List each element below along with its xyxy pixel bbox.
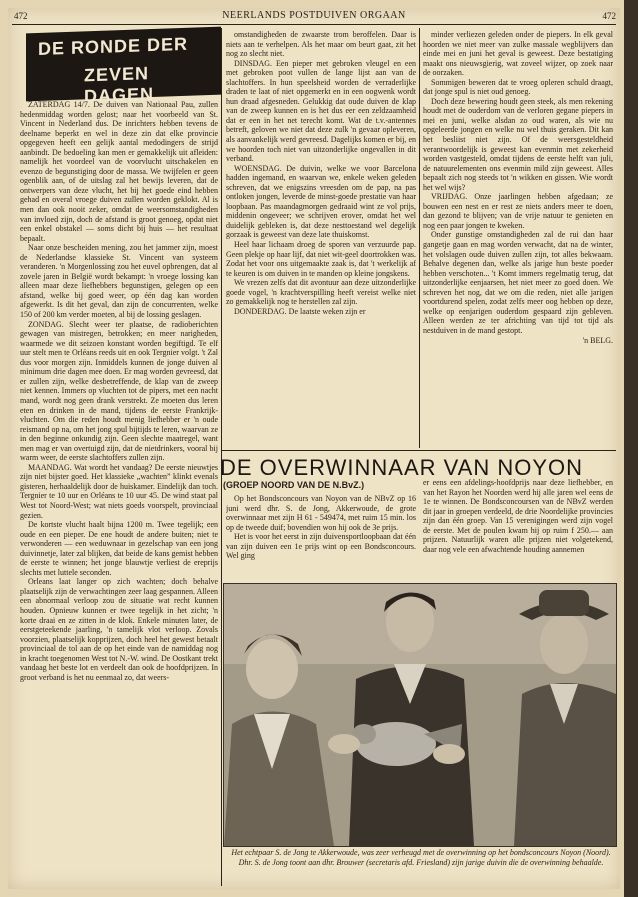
paragraph: ZONDAG. Slecht weer ter plaatse, de radioberichten gewagen van mistregen, betrokken; en meer narigheden, waarmede we dit seizoen konstant worden begiftigd. Te elf uur stelt men te Orléans reeds uit en ook Tergnier volgt. 't Zal dus voor morgen zijn. Inmiddels kunnen de jonge duiven al minimum drie dagen mee doen. Er mag worden gevreesd, dat er zullen zijn, welke desbetreffende, de klap van de zweep niet kennen. Immers op vluchten tot de pipers, met een nacht mand, wordt nog geen drank verstrekt. Ze moeten dus leren eten en drinken in de mand, tijdens de eerste Frankrijk-vluchten. Om die reden houdt menig liefhebber er 'n oude reismand op na, om het jong spul bijtijds te leren, waarvan ze in den beginne onkundig zijn. Geen slechte maatregel, want men mag er van overtuigd zijn, dat de nietdrinkers, vooral bij warm weer, de eerste slachtoffers zullen zijn. <box>20 319 218 463</box>
photo-illustration <box>224 584 616 846</box>
article-column-3 <box>423 30 613 448</box>
article-column-2 <box>226 30 416 448</box>
author-signature: 'n BELG. <box>582 335 613 345</box>
article-headline: DE OVERWINNAAR VAN NOYON <box>220 455 584 480</box>
article-photo <box>223 583 617 847</box>
header-rule <box>12 24 616 25</box>
photo-caption: Het echtpaar S. de Jong te Akkerwoude, was zeer verheugd met de overwinning op het bondsconcours Noyon (Noord). Dhr. S. de Jong toont aan dhr. Brouwer (secretaris afd. Friesland) zijn jarige duivin die de overwinning behaalde. <box>231 848 611 867</box>
paragraph: We vrezen zelfs dat dit avontuur aan deze uitzonderlijke goede vogel, 'n krachtverspilling heeft vereist welke niet zo gemakkelijk nog te herstellen zal zijn. <box>226 278 416 307</box>
article-2-column-left <box>226 494 416 582</box>
page-number-right: 472 <box>602 11 616 21</box>
paragraph: WOENSDAG. De duivin, welke we voor Barcelona hadden ingemand, en waarvan we, enkele weken geleden schreven, dat we enigszins vreesden om de pap, na pas ontloken jongen, leverde de minst-goede prestatie van haar loopbaan. Pas maandagmorgen gedraaid wint ze vol prijs, middenin ongeveer; we schrijven erover, omdat het wel duidelijk gebleken is, dat deze nesttoestand wel degelijk gorzaak is geweest van deze late thuiskomst. <box>226 163 416 240</box>
page-number-left: 472 <box>14 11 28 21</box>
paragraph: De kortste vlucht haalt bijna 1200 m. Twee tegelijk; een oude en een pieper. De ene houdt de andere buiten; niet te verwonderen — een weduwnaar in gezelschap van een jong duivinnetje, later zal blijken, dat beide de kans gemist hebben de eerste te winnen; het jonge blauwtje verliest de ereprijs slechts met luttele seconden. <box>20 520 218 577</box>
paragraph: Heel haar lichaam droeg de sporen van verzuurde pap. Geen plekje op haar lijf, dat niet wit-geel doortrokken was. Zodat het voor ons uitgemaakte zaak is, dat 't werkelijk af te keuren is om duiven in te manden op kleine jongskens. <box>226 240 416 278</box>
paragraph: Op het Bondsconcours van Noyon van de NBvZ op 16 juni werd dhr. S. de Jong, Akkerwoude, de grote overwinnaar met zijn H 61 - 549474, met ruim 15 min. los op de tweede duif; bovendien won hij ook de 3e prijs. <box>226 494 416 532</box>
paragraph: VRIJDAG. Onze jaarlingen hebben afgedaan; ze bouwen een nest en er rest ze niets anders meer te doen, dan gezond te blijven; van de vrije natuur te genieten en nog een paar jongen te kweken. <box>423 192 613 230</box>
paragraph: ZATERDAG 14/7. De duiven van Nationaal Pau, zullen hedenmiddag worden gelost; naar het voorbeeld van St. Vincent in Nederland dus. De inrichters hebben tevens de deelname beperkt en wel in deze zin dat elke provincie opgegeven heeft een gelijk aantal medodingers de strijd aanbindt. De bedoeling kan men er gemakkelijk uit afleiden: namelijk het voordeel van de voorvlucht uitschakelen en evenzo de begunstiging door de massa. We twijfelen er geen ogenblik aan, of de uitslag zal het bewijs leveren, dat de ontwerpers van deze vlucht, het bij het goede eind hebben gehad en overal vroege duiven zullen worden geklokt. Al is men dan ook nooit zeker, omdat de weersomstandigheden van invloed zijn, doch de afstand is groot genoeg, opdat niet een enkel obstakel — soms dicht bij huis — het resultaat bepaalt. <box>20 100 218 243</box>
paragraph: Sommigen beweren dat te vroeg opleren schuld draagt, dat jonge spul is niet oud genoeg. <box>423 77 613 97</box>
paragraph: omstandigheden de zwaarste trom beroffelen. Daar is niets aan te verhelpen. Als het maar om beurt gaat, zit het nog zo slecht niet. <box>226 30 416 59</box>
paragraph: Het is voor het eerst in zijn duivensportloopbaan dat één van zijn duiven een 1e prijs wint op een Bondsconcours. Wel ging <box>226 532 416 561</box>
article-column-1 <box>20 100 218 886</box>
paragraph: Onder gunstige omstandigheden zal de rui dan haar gangetje gaan en mag worden verwacht, dat na de winter, het volslagen oude duiven zullen zijn, tot alles bekwaam. Behalve degenen dan, welke als jarige hun beste poeder hebben verschoten... 't Komt immers regelmatig terug, dat uitzonderlijke eenjaarsen, het niet meer zo goed doen. We schreven het nog, dat we om die reden, niet alle jarigen voortdurend spelen, zodat zelfs meer oog hebben op deze, welke op eenjarigen ouderdom gespaard zijn gebleven. Alleen werden ze ter africhting van tijd tot tijd als nestduiven in de mand gestopt. <box>423 230 613 335</box>
column-divider <box>419 28 420 448</box>
banner-line-1: DE RONDE DER <box>38 33 189 59</box>
magazine-page <box>8 8 620 889</box>
running-header <box>8 10 620 24</box>
paragraph: MAANDAG. Wat wordt het vandaag? De eerste nieuwtjes zijn niet bijster goed. Het klassieke „wachten” klinkt evenals gisteren, herhaaldelijk door de huiskamer. Eindelijk dan toch. Tergnier te 10 uur en Orléans te 10 uur 45. De wind staat pal West tot Noord-West; wat niets goeds voorspelt, provinciaal gezien. <box>20 462 218 520</box>
paragraph: minder verliezen geleden onder de piepers. In elk geval hoorden we niet meer van zulke massale wegblijvers dan einde mei en juni het geval is geweest. Deze bestatiging maakt ons nieuwsgierig, wat zoveel wijzer, op zoek naar de oorzaken. <box>423 30 613 78</box>
paragraph: er eens een afdelings-hoofdprijs naar deze liefhebber, en van het Rayon het Noorden werd hij alle jaren wel eens de 1e te winnen. De Bondsconcoursen van de NBvZ werden dit jaar in groepen verdeeld, de drie Noordelijke provincies zijn dan één groep. Van 15 verenigingen werd zijn vogel de eerste. Met de poulen kwam hij op ruim f 250.— aan prijzen. Natuurlijk waren alle prijzen niet volgetekend, daar nog vele een afwachtende houding aannemen <box>423 478 613 554</box>
paragraph: Orleans laat langer op zich wachten; doch behalve plaatselijk zijn de verwachtingen zeer laag gespannen. Alleen een abnormaal verloop zou de situatie wat recht kunnen houden. Opnieuw kunnen er twee tegelijk in het zicht; 'n korte draai en ze zitten in de klok. Enkele minuten later, de eerstgeteekende jaarling, 'n tamelijk vlot verloop. Zovals voorzien, plaatselijk kopprijzen, doch heel het gewest betaalt provinciaal de tol aan de op het einde van de namiddag nog in kracht toegenomen West tot N.-W. wind. De Oostkant trekt vandaag het beste lot en verdeelt dan ook de hoofdprijzen. In groot verband is het nu eenmaal zo, dat weers- <box>20 577 218 682</box>
banner-line-2: ZEVEN DAGEN <box>84 63 155 107</box>
publication-title: NEERLANDS POSTDUIVEN ORGAAN <box>222 10 406 21</box>
article-subheadline: (GROEP NOORD VAN DE N.BvZ.) <box>223 480 365 490</box>
section-rule <box>222 450 616 451</box>
article-2-column-right <box>423 478 613 582</box>
paragraph: DINSDAG. Een pieper met gebroken vleugel en een met gebroken poot vullen de lange lijst aan van de slachtoffers. In hun speelsheid worden de verraderlijke draden te laat of niet opgemerkt en in een oogwenk wordt hun draad afgesneden. Gelukkig dat oude duiven de klap van de zweep kunnen en is het dus eer een zeldzaamheid dat er een in het net terecht komt. Wat de t.v.-antennes betreft, geloven we niet dat deze zulk 'n gevaar opleveren, als aanvankelijk werd gevreesd. Dagelijks komen er bij, en we hoorden toch niet van uitzonderlijke ongevallen in dit verband. <box>226 58 416 164</box>
binding-edge <box>624 0 638 897</box>
paragraph: DONDERDAG. De laatste weken zijn er <box>234 306 366 316</box>
paragraph: Doch deze bewering houdt geen steek, als men rekening houdt met de ouderdom van de verloren gegane piepers in mei en juni, welke alsdan zo oud waren, als wie nu opgeleerde jongen en welke nu wel thuis geraken. Dit kan het besliist niet zijn. Of de weersgesteldheid verantwoordelijk is geweest kan evenmin met zekerheid worden vastgesteld, omdat tijdens de eerste helft van juli, de natuurelementen ons evenmin mild zijn geweest. Alles bepaalt zich nog steeds tot 'n wikken en gissen. Wie wordt het wel wijs? <box>423 96 613 192</box>
column-banner <box>26 27 221 107</box>
paragraph: Naar onze bescheiden mening, zou het jammer zijn, moest de Nederlandse klassieke St. Vincent van systeem veranderen. 'n Morgenlossing zou het euvel opbrengen, dat al zovele jaren in België wordt bekampt: 'n vroege lossing kan alleen maar deze liefhebbers begunstigen, gelegen op een afstand, welke bij goed weer, op één dag kan worden afgewerkt. Is dit het geval, dan zijn de concurrenten, welke 150 of 200 km verder moeten, al bij de lossing geslagen. <box>20 243 218 320</box>
